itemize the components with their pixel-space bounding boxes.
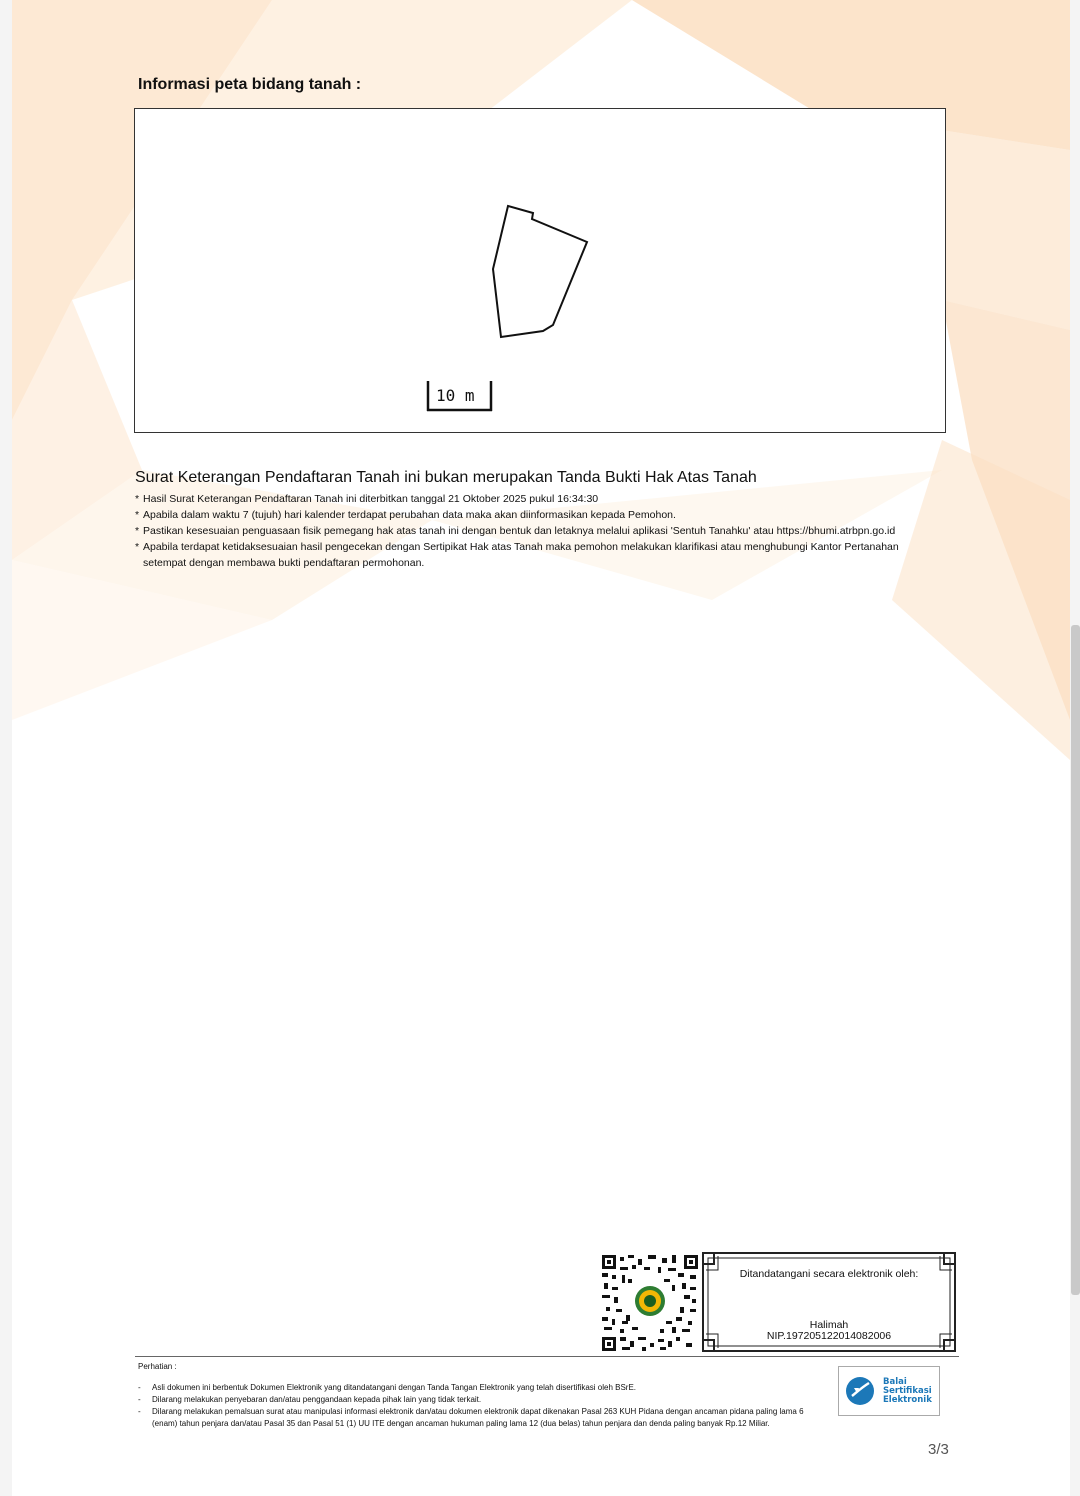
bsre-emblem-icon (845, 1376, 877, 1406)
notice-bullet-list (135, 491, 935, 571)
signer-nip: NIP.197205122014082006 (766, 1330, 892, 1342)
list-item: * Pastikan kesesuaian penguasaan fisik pemegang hak atas tanah ini dengan bentuk dan letaknya melalui aplikasi 'Sentuh Tanahku' atau https://bhumi.atrbpn.go.id (135, 525, 896, 537)
vertical-scrollbar[interactable] (1071, 625, 1080, 1295)
qr-code-icon (602, 1255, 698, 1351)
list-item: * Apabila terdapat ketidaksesuaian hasil pengecekan dengan Sertipikat Hak atas Tanah maka pemohon melakukan klarifikasi atau menghubungi Kantor Pertanahan setempat dengan membawa bukti pendaftaran permohonan. (135, 541, 899, 569)
map-section-title: Informasi peta bidang tanah : (138, 76, 362, 93)
land-parcel-outline (493, 206, 587, 337)
page-number: 3/3 (928, 1441, 949, 1458)
list-item: * Apabila dalam waktu 7 (tujuh) hari kalender terdapat perubahan data maka akan diinformasikan kepada Pemohon. (135, 509, 676, 521)
electronic-signature-block (602, 1252, 958, 1354)
footer-attention-label: Perhatian : (138, 1362, 177, 1371)
footer-divider (135, 1356, 959, 1357)
bsre-logo-text: Balai Sertifikasi Elektronik (883, 1377, 932, 1405)
land-parcel-map (134, 108, 946, 433)
list-item: - Dilarang melakukan penyebaran dan/atau penggandaan kepada pihak lain yang tidak terkait. (138, 1395, 482, 1404)
footer-warning-list (138, 1382, 828, 1430)
bsre-logo (838, 1366, 940, 1416)
signer-name: Halimah (809, 1319, 849, 1331)
signature-heading: Ditandatangani secara elektronik oleh: (739, 1268, 919, 1280)
list-item: * Hasil Surat Keterangan Pendaftaran Tanah ini diterbitkan tanggal 21 Oktober 2025 pukul 16:34:30 (135, 493, 599, 505)
list-item: - Asli dokumen ini berbentuk Dokumen Elektronik yang ditandatangani dengan Tanda Tangan Elektronik yang telah disertifikasi oleh BSrE. (138, 1383, 637, 1392)
notice-title: Surat Keterangan Pendaftaran Tanah ini bukan merupakan Tanda Bukti Hak Atas Tanah (135, 469, 757, 486)
list-item: - Dilarang melakukan pemalsuan surat atau manipulasi informasi elektronik dan/atau dokumen elektronik dapat dikenakan Pasal 263 KUH Pidana dengan ancaman pidana paling lama 6 (enam) tahun penjara dan/atau Pasal 35 dan Pasal 51 (1) UU ITE dengan ancaman hukuman paling lama 12 (dua belas) tahun penjara dan denda paling banyak Rp.12 Miliar. (138, 1407, 804, 1428)
document-page (12, 0, 1070, 1496)
scale-bar-label: 10 m (436, 386, 475, 405)
